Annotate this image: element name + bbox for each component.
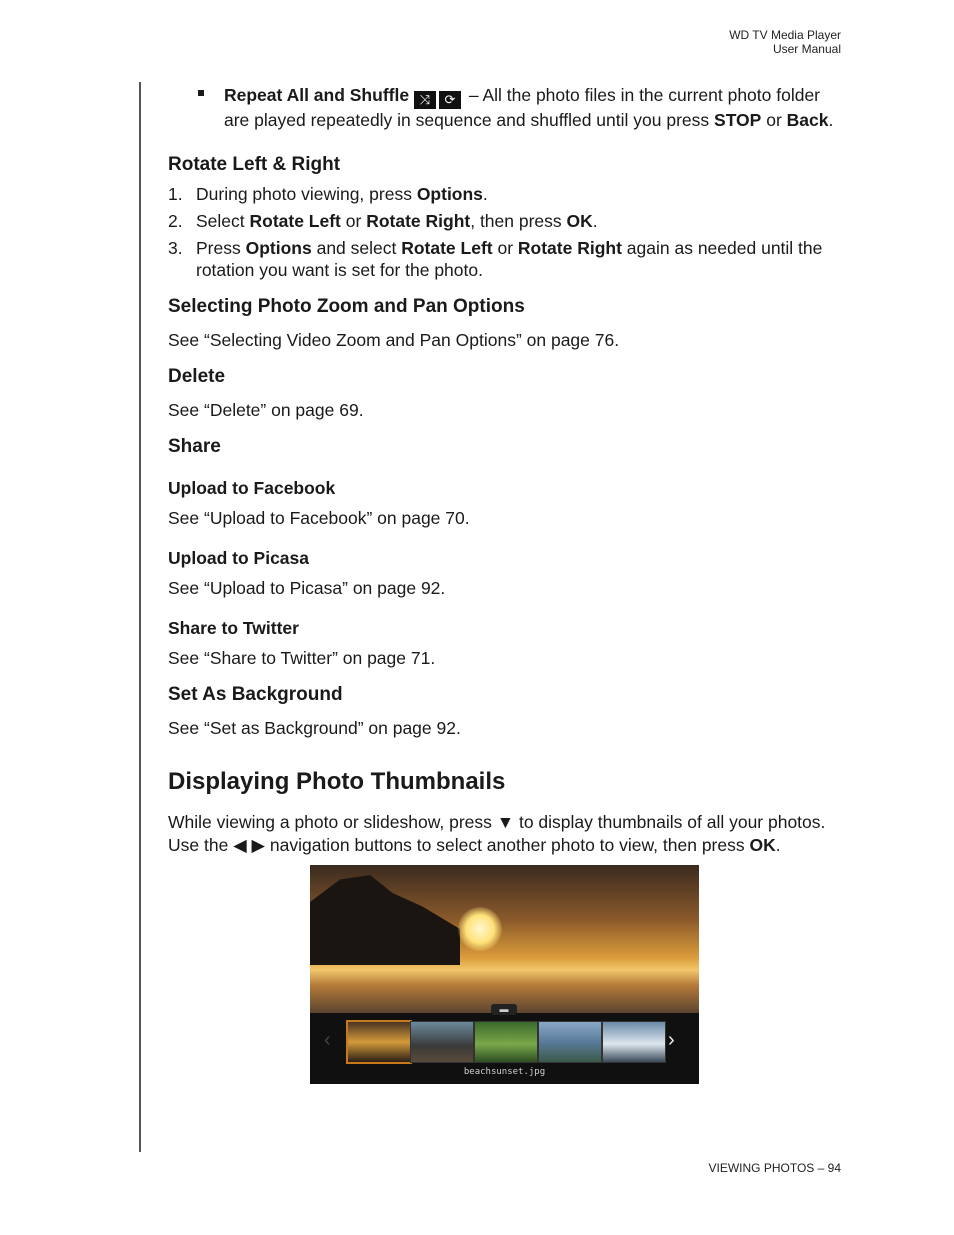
facebook-heading: Upload to Facebook: [168, 478, 336, 498]
thumbnails-text: [168, 811, 843, 857]
thumbnails-text-3: navigation buttons to select another photo to view, then press: [265, 835, 750, 855]
photo-rock: [310, 875, 460, 965]
step-text: or: [340, 211, 367, 231]
thumbnail-wave: [602, 1021, 666, 1063]
rotate-step-2: [168, 210, 843, 232]
thumbnail-screenshot: [310, 865, 699, 1084]
picasa-heading: Upload to Picasa: [168, 548, 310, 568]
twitter-text: See “Share to Twitter” on page 71.: [168, 648, 436, 668]
step-text: During photo viewing, press: [196, 184, 417, 204]
page-header: [729, 28, 841, 56]
bullet-repeat-shuffle: [168, 84, 843, 131]
down-arrow-icon: ▼: [496, 812, 515, 832]
page-number: 94: [827, 1161, 841, 1175]
thumbnail-beachsunset: [346, 1020, 412, 1064]
stop-label: STOP: [714, 110, 762, 130]
thumbnails-heading: Displaying Photo Thumbnails: [168, 768, 506, 795]
bullet-period: .: [828, 110, 834, 130]
bullet-or: or: [761, 110, 787, 130]
back-label: Back: [786, 110, 829, 130]
margin-rule: [139, 82, 141, 1152]
step-number: 3.: [168, 238, 183, 258]
thumbnails-text-4: .: [775, 835, 781, 855]
picasa-text: See “Upload to Picasa” on page 92.: [168, 578, 446, 598]
bullet-text: – All the photo files in the current photo folder are played repeatedly in sequence and shuffled until you press: [224, 85, 821, 130]
delete-text: See “Delete” on page 69.: [168, 400, 364, 420]
next-arrow-icon: ›: [668, 1029, 675, 1051]
shuffle-icon: ⤨: [414, 91, 436, 109]
delete-heading: Delete: [168, 366, 226, 387]
facebook-text: See “Upload to Facebook” on page 70.: [168, 508, 470, 528]
bullet-title: Repeat All and Shuffle: [224, 85, 410, 105]
zoom-heading: Selecting Photo Zoom and Pan Options: [168, 296, 525, 317]
ok-label: OK: [749, 835, 776, 855]
rotate-right-label: Rotate Right: [366, 211, 471, 231]
thumbnail-coast: [538, 1021, 602, 1063]
thumbnails-text-1: While viewing a photo or slideshow, press: [168, 812, 497, 832]
step-text: Press: [196, 238, 246, 258]
rotate-left-label: Rotate Left: [249, 211, 341, 231]
bullet-marker: [198, 90, 204, 96]
rotate-left-label: Rotate Left: [401, 238, 493, 258]
step-text: , then press: [470, 211, 567, 231]
prev-arrow-icon: ‹: [324, 1029, 331, 1051]
header-product: WD TV Media Player: [729, 28, 841, 42]
header-manual: User Manual: [772, 42, 841, 56]
step-number: 1.: [168, 184, 183, 204]
share-heading: Share: [168, 436, 221, 457]
rotate-steps: [168, 183, 843, 281]
step-text: or: [492, 238, 518, 258]
photo-sun: [458, 907, 502, 951]
step-text: again as needed until the rotation you want is set for the photo.: [196, 238, 823, 280]
step-text: .: [482, 184, 488, 204]
twitter-heading: Share to Twitter: [168, 618, 299, 638]
ok-label: OK: [566, 211, 593, 231]
background-heading: Set As Background: [168, 684, 343, 705]
left-arrow-icon: ◀: [233, 835, 247, 855]
page-content: [168, 84, 843, 857]
footer-section: VIEWING PHOTOS: [708, 1161, 815, 1175]
options-label: Options: [416, 184, 483, 204]
step-text: Select: [196, 211, 250, 231]
options-label: Options: [245, 238, 312, 258]
step-number: 2.: [168, 211, 183, 231]
rotate-heading: Rotate Left & Right: [168, 154, 341, 175]
page-footer: [709, 1161, 842, 1175]
rotate-step-3: [168, 237, 843, 281]
thumbnail-forest: [474, 1021, 538, 1063]
thumbnails-text-2: to display thumbnails of all your photos. Use the: [168, 812, 826, 855]
rotate-step-1: [168, 183, 843, 205]
right-arrow-icon: ▶: [251, 835, 265, 855]
thumbnail-filename: beachsunset.jpg: [463, 1067, 546, 1077]
step-text: and select: [311, 238, 402, 258]
thumbnail-bear: [410, 1021, 474, 1063]
step-text: .: [592, 211, 598, 231]
repeat-icon: ⟳: [439, 91, 461, 109]
footer-separator: –: [814, 1161, 828, 1175]
background-text: See “Set as Background” on page 92.: [168, 718, 461, 738]
rotate-right-label: Rotate Right: [517, 238, 622, 258]
zoom-text: See “Selecting Video Zoom and Pan Options” on page 76.: [168, 330, 620, 350]
strip-handle-icon: ▬: [491, 1004, 517, 1015]
